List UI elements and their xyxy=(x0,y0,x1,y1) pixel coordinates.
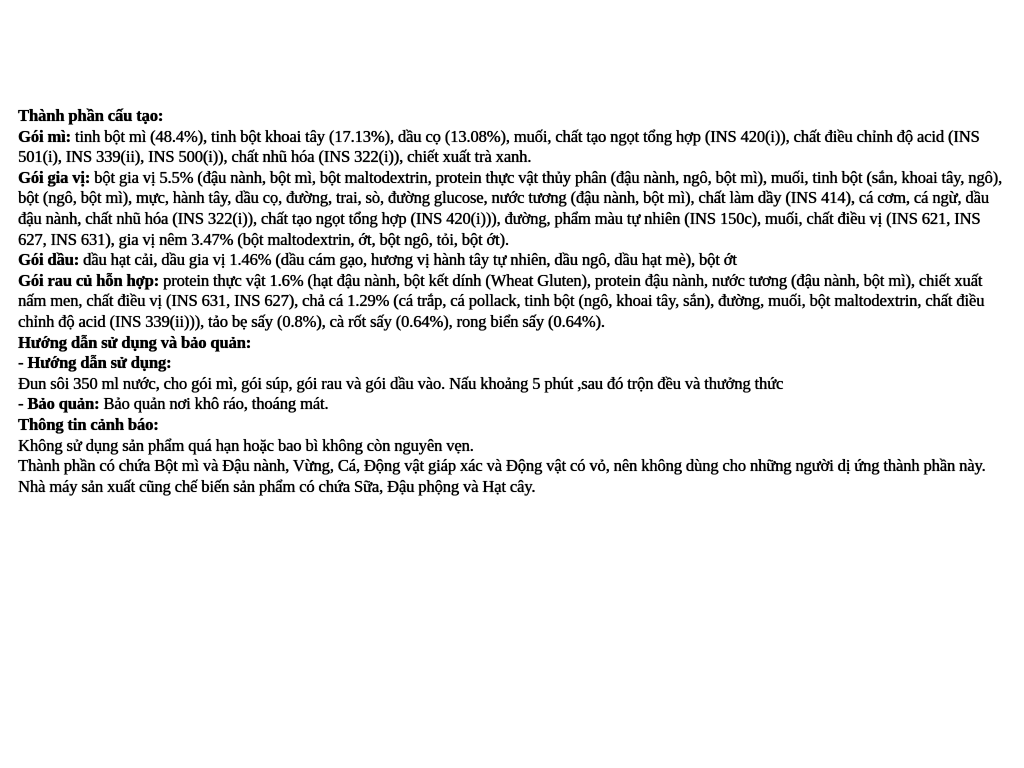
vegetable-paragraph xyxy=(18,271,1008,333)
warning-heading: Thông tin cảnh báo: xyxy=(18,414,159,434)
ingredient-label-document xyxy=(18,106,1008,497)
noodle-text: tinh bột mì (48.4%), tinh bột khoai tây (17.13%), dầu cọ (13.08%), muối, chất tạo ngọt tổng hợp (INS 420(i)), chất điều chỉnh độ acid (INS 501(i), INS 339(ii), INS 500(i)), chất nhũ hóa (INS 322(i)), chiết xuất trà xanh. xyxy=(18,126,980,167)
usage-heading: - Hướng dẫn sử dụng: xyxy=(18,353,172,373)
storage-label: - Bảo quản: xyxy=(18,394,100,414)
usage-text: Đun sôi 350 ml nước, cho gói mì, gói súp, gói rau và gói dầu vào. Nấu khoảng 5 phút ,sau đó trộn đều và thưởng thức xyxy=(18,373,784,393)
seasoning-label: Gói gia vị: xyxy=(18,167,91,187)
warning-item: Nhà máy sản xuất cũng chế biến sản phẩm có chứa Sữa, Đậu phộng và Hạt cây. xyxy=(18,476,536,496)
usage-storage-heading: Hướng dẫn sử dụng và bảo quản: xyxy=(18,332,252,352)
vegetable-label: Gói rau củ hỗn hợp: xyxy=(18,270,159,290)
vegetable-text: protein thực vật 1.6% (hạt đậu nành, bột kết dính (Wheat Gluten), protein đậu nành, nước tương (đậu nành, bột mì), chiết xuất nấm men, chất điều vị (INS 631, INS 627), chả cá 1.29% (cá trắp, cá pollack, tinh bột (ngô, khoai tây, sắn), đường, muối, bột maltodextrin, chất điều chỉnh độ acid (INS 339(ii))), tảo bẹ sấy (0.8%), cà rốt sấy (0.64%), rong biển sấy (0.64%). xyxy=(18,270,985,331)
warning-item: Thành phần có chứa Bột mì và Đậu nành, Vừng, Cá, Động vật giáp xác và Động vật có vỏ, nên không dùng cho những người dị ứng thành phần này. xyxy=(18,456,986,476)
seasoning-text: bột gia vị 5.5% (đậu nành, bột mì, bột maltodextrin, protein thực vật thủy phân (đậu nành, ngô, bột mì), muối, tinh bột (sắn, khoai tây, ngô), bột (ngô, bột mì), mực, hành tây, dầu cọ, đường, trai, sò, đường glucose, nước tương (đậu nành, bột mì), chất làm dầy (INS 414), cá cơm, cá ngừ, dầu đậu nành, chất nhũ hóa (INS 322(i)), chất tạo ngọt tổng hợp (INS 420(i))), đường, phẩm màu tự nhiên (INS 150c), muối, chất điều vị (INS 621, INS 627, INS 631), gia vị nêm 3.47% (bột maltodextrin, ớt, bột ngô, tỏi, bột ớt). xyxy=(18,167,1002,249)
storage-paragraph xyxy=(18,394,1008,415)
oil-paragraph xyxy=(18,250,1008,271)
composition-heading: Thành phần cấu tạo: xyxy=(18,106,164,125)
warning-item: Không sử dụng sản phẩm quá hạn hoặc bao bì không còn nguyên vẹn. xyxy=(18,435,474,455)
oil-text: dầu hạt cải, dầu gia vị 1.46% (dầu cám gạo, hương vị hành tây tự nhiên, dầu ngô, dầu hạt mè), bột ớt xyxy=(79,250,737,270)
oil-label: Gói dầu: xyxy=(18,250,80,270)
storage-text: Bảo quản nơi khô ráo, thoáng mát. xyxy=(99,394,329,414)
seasoning-paragraph xyxy=(18,168,1008,250)
noodle-label: Gói mì: xyxy=(18,126,71,146)
noodle-paragraph xyxy=(18,127,1008,168)
